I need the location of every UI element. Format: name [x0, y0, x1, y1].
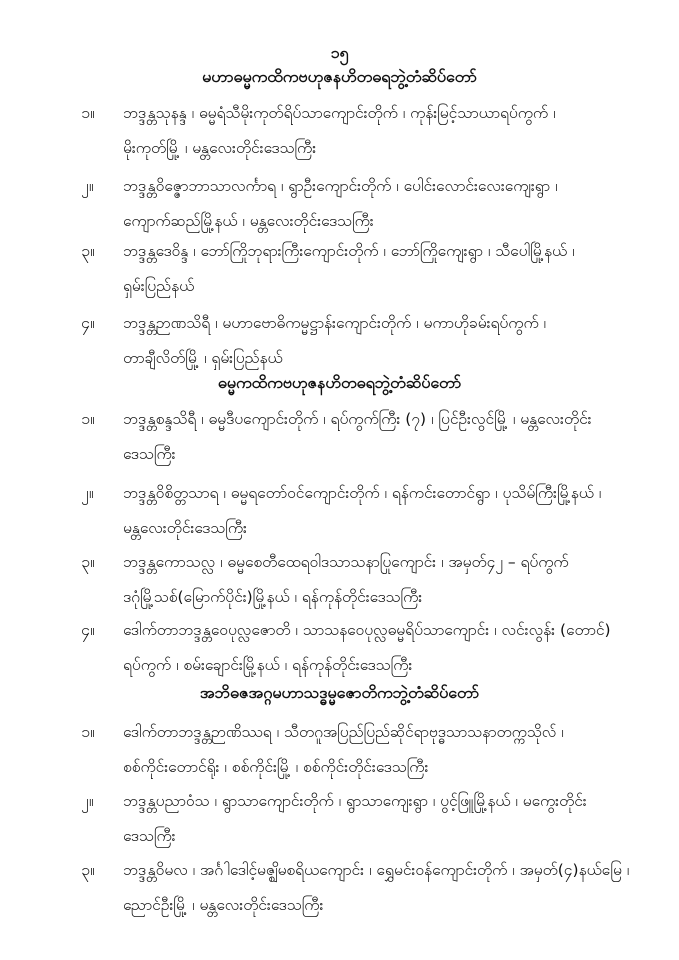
item-number: ၃။ — [81, 860, 95, 879]
item-line: ဘဒ္ဒန္တဝိစိတ္တသာရ ၊ ဓမ္မရတော်ဝင်ကျောင်းတိုက် ၊ ရန်ကင်းတောင်ရွာ ၊ ပုသိမ်ကြီးမြို့နယ် ၊ — [123, 484, 602, 502]
item-number: ၄။ — [81, 620, 95, 639]
item-line: ဘဒ္ဒန္တဉာဏသိရီ ၊ မဟာဗောဓိကမ္မဋ္ဌာန်းကျောင်းတိုက် ၊ မကာဟိုခမ်းရပ်ကွက် ၊ — [123, 314, 546, 332]
item-line: စစ်ကိုင်းတောင်ရိုး ၊ စစ်ကိုင်းမြို့ ၊ စစ်ကိုင်းတိုင်းဒေသကြီး — [123, 758, 429, 776]
item-line: ရှမ်းပြည်နယ် — [123, 277, 195, 295]
item-line: တာချီလိတ်မြို့ ၊ ရှမ်းပြည်နယ် — [123, 349, 283, 367]
item-line: ဒေသကြီး — [123, 827, 176, 845]
item-number: ၂။ — [81, 483, 94, 502]
item-line: ဒေါက်တာဘဒ္ဒန္တဉာဏိဿရ ၊ သီတဂူအပြည်ပြည်ဆိုင်ရာဗုဒ္ဓသာသနာတက္ကသိုလ် ၊ — [123, 723, 564, 741]
item-line: ဘဒ္ဒန္တဝိမလ ၊ အင်္ဂါဒေါင့်မဇ္ဈိမစရိယကျောင်း ၊ ရွှေမင်းဝန်ကျောင်းတိုက် ၊ အမှတ်(၄)နယ်မြေ ၊ — [123, 861, 630, 879]
section-heading: အဘိဓဇအဂ္ဂမဟာသဒ္ဓမ္မဇောတိကဘွဲ့တံဆိပ်တော် — [199, 683, 480, 702]
item-line: ရပ်ကွက် ၊ စမ်းချောင်းမြို့နယ် ၊ ရန်ကုန်တိုင်းဒေသကြီး — [123, 656, 413, 674]
item-line: ဘဒ္ဒန္တကောသလ္လ ၊ ဓမ္မစေတီထေရဝါဒသာသနာပြုကျောင်း ၊ အမှတ်၄၂ – ရပ်ကွက် — [123, 553, 569, 571]
item-number: ၁။ — [81, 409, 95, 428]
item-line: ဘဒ္ဒန္တသုနန္ဒ ၊ ဓမ္မရံသီမိုးကုတ်ရိပ်သာကျောင်းတိုက် ၊ ကုန်းမြင့်သာယာရပ်ကွက် ၊ — [123, 104, 556, 122]
item-line: ညောင်ဦးမြို့ ၊ မန္တလေးတိုင်းဒေသကြီး — [123, 896, 324, 914]
item-number: ၂။ — [81, 176, 94, 195]
section-heading: မဟာဓမ္မကထိကဗဟုဇနဟိတဓရဘွဲ့တံဆိပ်တော် — [202, 67, 477, 86]
section-heading: ဓမ္မကထိကဗဟုဇနဟိတဓရဘွဲ့တံဆိပ်တော် — [217, 373, 462, 392]
item-number: ၁။ — [81, 103, 95, 122]
item-line: ဘဒ္ဒန္တဝိဇ္ဇောဘာသာလင်္ကာရ ၊ ရွာဦးကျောင်းတိုက် ၊ ပေါင်းလောင်းလေးကျေးရွာ ၊ — [123, 177, 558, 195]
item-line: ဒေါက်တာဘဒ္ဒန္တဝေပုလ္လဇောတိ ၊ သာသနဝေပုလ္လဓမ္မရိပ်သာကျောင်း ၊ လင်းလွန်း (တောင်) — [123, 621, 611, 639]
item-line: ကျောက်ဆည်မြို့နယ် ၊ မန္တလေးတိုင်းဒေသကြီး — [123, 212, 374, 230]
item-line: ဘဒ္ဒန္တစန္ဒသိရီ ၊ ဓမ္မဒီပကျောင်းတိုက် ၊ ရပ်ကွက်ကြီး (၇) ၊ ပြင်ဦးလွင်မြို့ ၊ မန္တလေးတိုင်း — [123, 410, 592, 428]
page-number: ၁၅ — [330, 43, 349, 62]
item-number: ၄။ — [81, 313, 95, 332]
item-number: ၃။ — [81, 241, 95, 260]
item-line: ဒဂုံမြို့သစ်(မြောက်ပိုင်း)မြို့နယ် ၊ ရန်ကုန်တိုင်းဒေသကြီး — [123, 588, 423, 606]
item-line: ဒေသကြီး — [123, 445, 176, 463]
item-number: ၁။ — [81, 722, 95, 741]
item-line: ဘဒ္ဒန္တပညာဝံသ ၊ ရွာသာကျောင်းတိုက် ၊ ရွာသာကျေးရွာ ၊ ပွင့်ဖြူမြို့နယ် ၊ မကွေးတိုင်း — [123, 792, 587, 810]
item-line: မိုးကုတ်မြို့ ၊ မန္တလေးတိုင်းဒေသကြီး — [123, 139, 317, 157]
item-number: ၂။ — [81, 791, 94, 810]
item-number: ၃။ — [81, 552, 95, 571]
item-line: ဘဒ္ဒန္တဒေဝိန္ဒ ၊ ဘော်ကြိုဘုရားကြီးကျောင်းတိုက် ၊ ဘော်ကြိုကျေးရွာ ၊ သီပေါမြို့နယ် ၊ — [123, 242, 575, 260]
item-line: မန္တလေးတိုင်းဒေသကြီး — [123, 519, 247, 537]
